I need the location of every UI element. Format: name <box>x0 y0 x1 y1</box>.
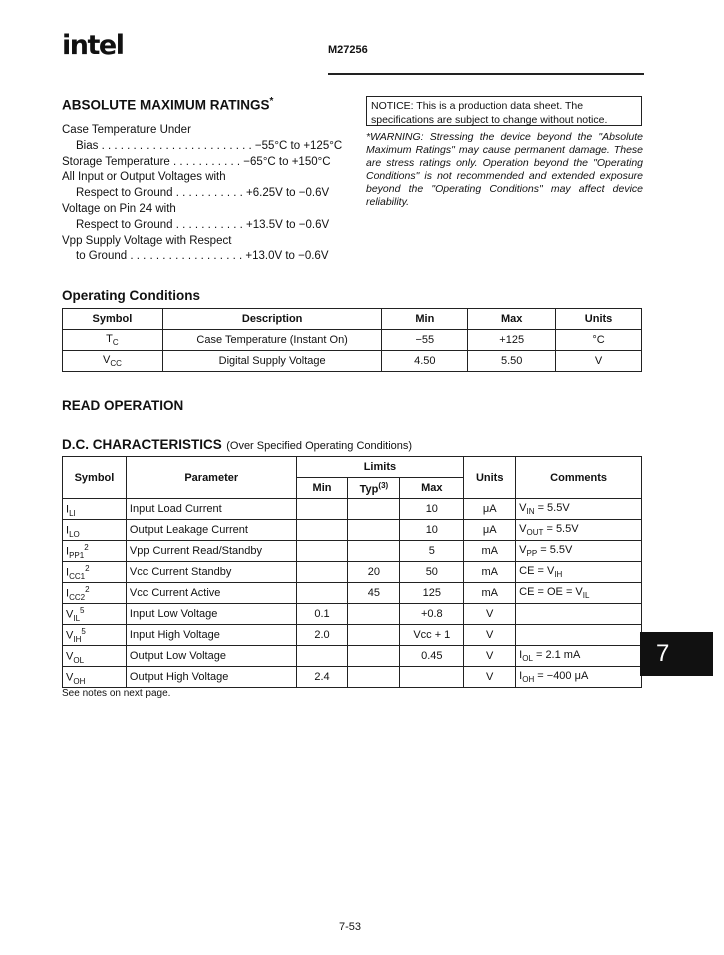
dc-units: μA <box>464 499 516 520</box>
dc-comment-sub: IH <box>554 570 563 580</box>
abs-max-title-text: ABSOLUTE MAXIMUM RATINGS <box>62 97 270 113</box>
dc-max: 50 <box>400 562 464 583</box>
op-min: −55 <box>382 330 468 351</box>
dc-table-body <box>63 499 642 688</box>
dc-parameter: Vpp Current Read/Standby <box>126 541 296 562</box>
dc-comment-rest: = 2.1 mA <box>532 648 581 661</box>
op-max: +125 <box>468 330 556 351</box>
abs-max-line: Vpp Supply Voltage with Respect <box>62 234 232 247</box>
doc-number: M27256 <box>328 44 368 56</box>
abs-max-title-mark: * <box>269 96 274 107</box>
dc-symbol-sub: PP1 <box>69 550 85 560</box>
dc-comment-rest: = 5.5V <box>537 543 573 556</box>
abs-max-title <box>62 96 273 113</box>
table-row <box>63 499 642 520</box>
abs-max-line: Case Temperature Under <box>62 124 191 136</box>
dc-max: Vcc + 1 <box>400 625 464 646</box>
dc-symbol <box>63 667 127 688</box>
dc-symbol-main: V <box>66 608 74 621</box>
dc-parameter: Input Low Voltage <box>126 604 296 625</box>
dc-comment-rest: = 5.5V <box>534 501 570 514</box>
dc-parameter: Output High Voltage <box>126 667 296 688</box>
op-max: 5.50 <box>468 351 556 372</box>
dc-comment <box>516 541 642 562</box>
dc-header-units: Units <box>464 457 516 499</box>
dc-units: mA <box>464 562 516 583</box>
dc-symbol-sub: OH <box>73 676 86 686</box>
dc-symbol <box>63 625 127 646</box>
dc-symbol-sub: OL <box>73 655 85 665</box>
dc-comment-main: V <box>519 501 527 514</box>
dc-comment <box>516 562 642 583</box>
dc-symbol <box>63 646 127 667</box>
dc-title-line <box>62 436 412 454</box>
dc-symbol-note: 5 <box>81 626 86 636</box>
dc-comment-main: CE = V <box>519 564 555 577</box>
op-header-description: Description <box>162 309 382 330</box>
dc-comment-main: V <box>519 543 527 556</box>
dc-header-parameter: Parameter <box>126 457 296 499</box>
dc-comment-main: I <box>519 648 523 661</box>
dc-units: V <box>464 604 516 625</box>
dc-typ <box>348 625 400 646</box>
dc-symbol-main: I <box>66 503 70 516</box>
op-symbol-main: V <box>102 353 111 366</box>
dc-min: 2.4 <box>296 667 348 688</box>
dc-symbol <box>63 499 127 520</box>
dc-parameter: Input Load Current <box>126 499 296 520</box>
dc-comment-sub: IN <box>526 507 535 517</box>
dc-typ: 45 <box>348 583 400 604</box>
table-row <box>63 625 642 646</box>
dc-parameter: Vcc Current Active <box>126 583 296 604</box>
dc-parameter: Input High Voltage <box>126 625 296 646</box>
dc-symbol-note: 2 <box>85 563 90 573</box>
dc-symbol-sub: LO <box>69 529 80 539</box>
dc-comment-rest: = 5.5V <box>543 522 579 535</box>
dc-symbol-main: V <box>66 650 74 663</box>
abs-max-line: Respect to Ground . . . . . . . . . . . +6.25V to −0.6V <box>76 187 330 200</box>
op-header-min: Min <box>382 309 468 330</box>
dc-title: D.C. CHARACTERISTICS <box>62 437 222 452</box>
dc-max: 5 <box>400 541 464 562</box>
dc-symbol <box>63 520 127 541</box>
operating-title: Operating Conditions <box>62 288 200 303</box>
page-number: 7-53 <box>339 921 362 933</box>
dc-comment-main: I <box>519 669 523 682</box>
abs-max-list <box>62 123 346 265</box>
dc-symbol-sub: CC1 <box>69 571 86 581</box>
dc-min: 2.0 <box>296 625 348 646</box>
dc-comment <box>516 520 642 541</box>
dc-comment <box>516 583 642 604</box>
table-row <box>63 604 642 625</box>
dc-units: V <box>464 625 516 646</box>
dc-units: mA <box>464 541 516 562</box>
dc-typ <box>348 499 400 520</box>
abs-max-line: Storage Temperature . . . . . . . . . . . −65°C to +150°C <box>62 155 331 168</box>
abs-max-line: to Ground . . . . . . . . . . . . . . . . . . +13.0V to −0.6V <box>76 250 329 263</box>
table-row <box>63 520 642 541</box>
dc-header-typ <box>348 478 400 499</box>
dc-comment <box>516 499 642 520</box>
dc-comment-sub: OH <box>522 675 535 685</box>
dc-max: +0.8 <box>400 604 464 625</box>
dc-symbol-main: V <box>66 671 74 684</box>
warning-text: *WARNING: Stressing the device beyond the "Absolute Maximum Ratings" may cause permanent damage. These are stress ratings only. Operation beyond the "Operating Conditions" is not recommended and extended exposure beyond the "Operating Conditions" may affect device reliability. <box>366 131 643 208</box>
notes-text: See notes on next page. <box>62 688 171 699</box>
table-row <box>63 330 642 351</box>
dc-max: 0.45 <box>400 646 464 667</box>
dc-symbol <box>63 562 127 583</box>
table-row <box>63 562 642 583</box>
table-row <box>63 646 642 667</box>
dc-header-symbol: Symbol <box>63 457 127 499</box>
dc-header-comments: Comments <box>516 457 642 499</box>
dc-comment-sub: OUT <box>526 528 544 538</box>
op-units: V <box>556 351 642 372</box>
op-symbol-main: T <box>106 332 113 345</box>
op-description: Case Temperature (Instant On) <box>162 330 382 351</box>
dc-symbol-main: I <box>66 545 70 558</box>
table-row <box>63 351 642 372</box>
dc-symbol-main: I <box>66 566 70 579</box>
dc-symbol-main: V <box>66 629 74 642</box>
dc-units: mA <box>464 583 516 604</box>
dc-comment <box>516 625 642 646</box>
abs-max-line: Bias . . . . . . . . . . . . . . . . . . . . . . . . −55°C to +125°C <box>76 139 343 152</box>
dc-parameter: Output Low Voltage <box>126 646 296 667</box>
dc-symbol-note: 2 <box>84 542 89 552</box>
dc-max <box>400 667 464 688</box>
dc-symbol <box>63 541 127 562</box>
dc-symbol-sub: LI <box>69 508 76 518</box>
dc-header-limits: Limits <box>296 457 464 478</box>
operating-table <box>62 308 642 372</box>
dc-units: V <box>464 646 516 667</box>
dc-typ <box>348 541 400 562</box>
dc-min: 0.1 <box>296 604 348 625</box>
dc-max: 125 <box>400 583 464 604</box>
table-row <box>63 667 642 688</box>
dc-typ <box>348 604 400 625</box>
dc-comment-main: V <box>519 522 527 535</box>
dc-table <box>62 456 642 688</box>
dc-typ <box>348 520 400 541</box>
dc-typ: 20 <box>348 562 400 583</box>
dc-min <box>296 499 348 520</box>
abs-max-line: Respect to Ground . . . . . . . . . . . +13.5V to −0.6V <box>76 218 330 231</box>
dc-min <box>296 520 348 541</box>
dc-min <box>296 646 348 667</box>
dc-min <box>296 583 348 604</box>
dc-header-max: Max <box>400 478 464 499</box>
dc-units: μA <box>464 520 516 541</box>
dc-min <box>296 541 348 562</box>
dc-units: V <box>464 667 516 688</box>
dc-symbol-note: 5 <box>80 605 85 615</box>
dc-symbol-sub: IH <box>73 634 82 644</box>
notice-box: NOTICE: This is a production data sheet. The specifications are subject to change without notice. <box>366 96 642 126</box>
op-header-symbol: Symbol <box>63 309 163 330</box>
op-header-units: Units <box>556 309 642 330</box>
dc-typ <box>348 667 400 688</box>
table-row <box>63 583 642 604</box>
op-symbol-sub: CC <box>110 359 122 369</box>
dc-symbol-note: 2 <box>85 584 90 594</box>
op-min: 4.50 <box>382 351 468 372</box>
dc-symbol-sub: IL <box>73 613 81 623</box>
op-description: Digital Supply Voltage <box>162 351 382 372</box>
header-rule <box>328 73 644 75</box>
dc-subtitle: (Over Specified Operating Conditions) <box>226 440 413 452</box>
dc-parameter: Output Leakage Current <box>126 520 296 541</box>
dc-header-min: Min <box>296 478 348 499</box>
dc-header-typ-text: Typ <box>359 483 379 496</box>
op-symbol <box>63 330 163 351</box>
abs-max-line: Voltage on Pin 24 with <box>62 202 176 215</box>
dc-symbol <box>63 583 127 604</box>
op-units: °C <box>556 330 642 351</box>
dc-symbol <box>63 604 127 625</box>
dc-min <box>296 562 348 583</box>
dc-comment-rest: = −400 μA <box>534 669 589 682</box>
table-row <box>63 541 642 562</box>
dc-comment <box>516 667 642 688</box>
dc-comment-sub: OL <box>522 654 533 664</box>
dc-parameter: Vcc Current Standby <box>126 562 296 583</box>
dc-symbol-main: I <box>66 587 70 600</box>
dc-max: 10 <box>400 520 464 541</box>
dc-comment <box>516 604 642 625</box>
dc-symbol-sub: CC2 <box>69 592 86 602</box>
dc-max: 10 <box>400 499 464 520</box>
dc-comment <box>516 646 642 667</box>
read-operation-title: READ OPERATION <box>62 398 184 413</box>
op-symbol <box>63 351 163 372</box>
dc-symbol-main: I <box>66 524 70 537</box>
dc-comment-sub: PP <box>526 549 538 559</box>
op-header-max: Max <box>468 309 556 330</box>
abs-max-line: All Input or Output Voltages with <box>62 171 226 184</box>
dc-comment-sub: IL <box>582 591 590 601</box>
section-tab: 7 <box>640 632 713 676</box>
dc-header-typ-note: (3) <box>378 480 389 490</box>
dc-comment-main: CE = OE = V <box>519 585 583 598</box>
op-symbol-sub: C <box>112 338 119 348</box>
intel-logo: intel <box>62 30 124 61</box>
dc-typ <box>348 646 400 667</box>
